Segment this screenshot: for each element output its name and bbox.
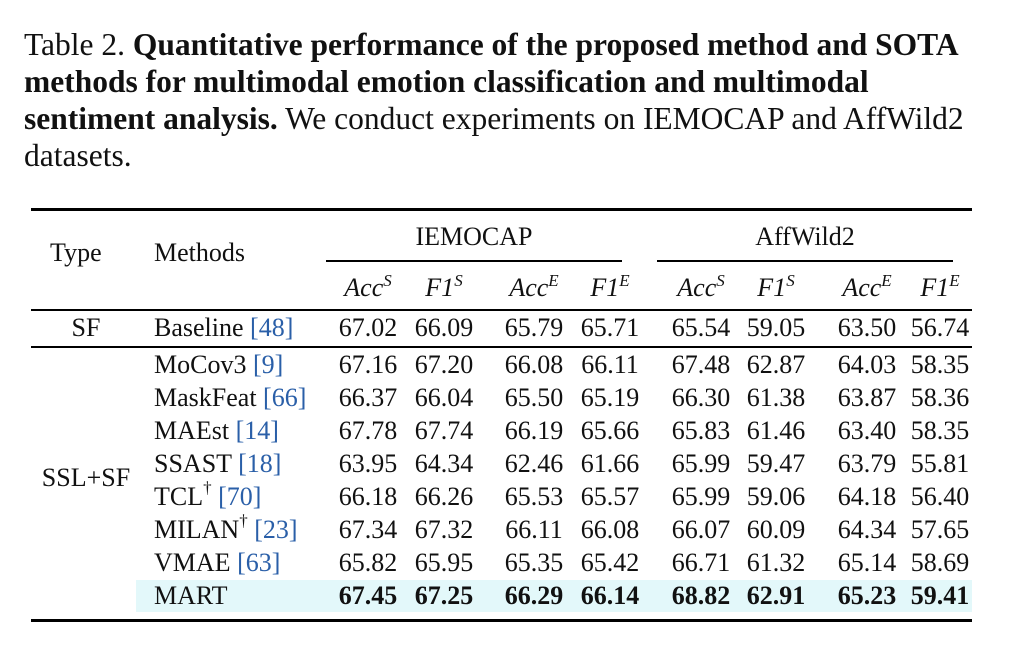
table-cell: 65.83 xyxy=(671,416,731,445)
table-cell: 60.09 xyxy=(746,515,806,544)
affwild2-group-rule xyxy=(657,260,953,262)
method-label: SSAST xyxy=(154,449,239,478)
metric-header-1 xyxy=(405,273,483,303)
table-cell: 58.69 xyxy=(910,548,970,577)
table-cell: 67.48 xyxy=(671,350,731,379)
method-label: TCL xyxy=(154,482,204,511)
table-cell: 64.34 xyxy=(414,449,474,478)
type-ssl-sf: SSL+SF xyxy=(41,463,131,492)
citation-link[interactable]: [70] xyxy=(218,482,262,511)
table-cell: 61.32 xyxy=(746,548,806,577)
method-label: MART xyxy=(154,581,228,610)
table-cell: 66.71 xyxy=(671,548,731,577)
method-name xyxy=(154,416,279,446)
table-cell: 66.18 xyxy=(338,482,398,511)
table-cell: 59.47 xyxy=(746,449,806,478)
table-cell: 65.50 xyxy=(504,383,564,412)
iemocap-group-rule xyxy=(326,260,622,262)
method-name xyxy=(154,383,306,413)
metric-header-base: Acc xyxy=(677,273,717,302)
metric-header-sup: S xyxy=(454,271,463,290)
table-cell: 66.37 xyxy=(338,383,398,412)
table-cell: 64.03 xyxy=(837,350,897,379)
table-cell: 64.34 xyxy=(837,515,897,544)
metric-header-4 xyxy=(662,273,740,303)
method-name xyxy=(154,449,281,479)
table-cell: 65.54 xyxy=(671,313,731,342)
method-name xyxy=(154,581,228,611)
table-cell: 67.25 xyxy=(414,581,474,610)
table-cell: 63.79 xyxy=(837,449,897,478)
type-sf: SF xyxy=(71,313,101,342)
table-cell: 66.07 xyxy=(671,515,731,544)
header-rule xyxy=(31,309,972,311)
metric-header-sup: S xyxy=(786,271,795,290)
metric-header-3 xyxy=(571,273,649,303)
table-cell: 65.57 xyxy=(580,482,640,511)
table-cell: 65.95 xyxy=(414,548,474,577)
caption-rest: We conduct experiments on IEMOCAP and AffWild2 datasets. xyxy=(24,101,964,173)
method-label: MAEst xyxy=(154,416,236,445)
caption-bold: Quantitative performance of the proposed method and SOTA methods for multimodal emotion classification and multimodal sentiment analysis. xyxy=(24,27,957,136)
metric-header-sup: S xyxy=(716,271,725,290)
metric-header-base: Acc xyxy=(509,273,549,302)
table-cell: 65.82 xyxy=(338,548,398,577)
table-cell: 65.35 xyxy=(504,548,564,577)
table-cell: 66.26 xyxy=(414,482,474,511)
table-cell: 56.74 xyxy=(910,313,970,342)
metric-header-0 xyxy=(329,273,407,303)
table-cell: 65.42 xyxy=(580,548,640,577)
metric-header-base: F1 xyxy=(425,273,455,302)
citation-link[interactable]: [48] xyxy=(250,313,294,342)
table-cell: 63.95 xyxy=(338,449,398,478)
table-cell: 66.08 xyxy=(504,350,564,379)
table-caption xyxy=(24,26,984,174)
table-cell: 66.11 xyxy=(581,350,639,379)
table-cell: 67.02 xyxy=(338,313,398,342)
table-cell: 59.05 xyxy=(746,313,806,342)
header-methods: Methods xyxy=(154,238,245,267)
metric-header-7 xyxy=(901,273,979,303)
method-label: MoCov3 xyxy=(154,350,253,379)
dagger-mark: † xyxy=(203,478,212,497)
table-top-rule xyxy=(31,208,972,211)
metric-header-base: F1 xyxy=(757,273,787,302)
table-cell: 66.29 xyxy=(504,581,564,610)
metric-header-sup: S xyxy=(383,271,392,290)
table-cell: 65.99 xyxy=(671,449,731,478)
table-cell: 58.35 xyxy=(910,416,970,445)
table-cell: 61.46 xyxy=(746,416,806,445)
table-cell: 58.36 xyxy=(910,383,970,412)
method-name xyxy=(154,478,262,512)
table-cell: 66.19 xyxy=(504,416,564,445)
table-cell: 58.35 xyxy=(910,350,970,379)
method-name xyxy=(154,511,298,545)
metric-header-base: F1 xyxy=(590,273,620,302)
table-cell: 66.11 xyxy=(505,515,563,544)
metric-header-sup: E xyxy=(881,271,892,290)
table-cell: 64.18 xyxy=(837,482,897,511)
table-cell: 56.40 xyxy=(910,482,970,511)
metric-header-6 xyxy=(828,273,906,303)
group-separator-rule xyxy=(31,346,972,348)
table-cell: 62.87 xyxy=(746,350,806,379)
table-cell: 67.78 xyxy=(338,416,398,445)
method-name xyxy=(154,313,293,343)
table-cell: 62.46 xyxy=(504,449,564,478)
metric-header-2 xyxy=(495,273,573,303)
table-cell: 67.32 xyxy=(414,515,474,544)
table-cell: 57.65 xyxy=(910,515,970,544)
method-label: MaskFeat xyxy=(154,383,264,412)
metric-header-5 xyxy=(737,273,815,303)
dagger-mark: † xyxy=(239,511,248,530)
table-cell: 67.45 xyxy=(338,581,398,610)
table-cell: 66.09 xyxy=(414,313,474,342)
table-cell: 66.30 xyxy=(671,383,731,412)
method-label: VMAE xyxy=(154,548,238,577)
table-cell: 65.53 xyxy=(504,482,564,511)
method-label: Baseline xyxy=(154,313,251,342)
table-cell: 62.91 xyxy=(746,581,806,610)
table-cell: 61.38 xyxy=(746,383,806,412)
table-cell: 67.34 xyxy=(338,515,398,544)
table-cell: 65.66 xyxy=(580,416,640,445)
citation-link[interactable]: [63] xyxy=(237,548,281,577)
metric-header-sup: E xyxy=(949,271,960,290)
citation-link[interactable]: [14] xyxy=(235,416,279,445)
metric-header-base: F1 xyxy=(920,273,950,302)
method-name xyxy=(154,548,280,578)
table-cell: 55.81 xyxy=(910,449,970,478)
citation-link[interactable]: [23] xyxy=(254,515,298,544)
table-cell: 65.23 xyxy=(837,581,897,610)
metric-header-sup: E xyxy=(548,271,559,290)
citation-link[interactable]: [66] xyxy=(263,383,307,412)
method-name xyxy=(154,350,283,380)
table-cell: 63.40 xyxy=(837,416,897,445)
table-cell: 67.16 xyxy=(338,350,398,379)
citation-link[interactable]: [9] xyxy=(252,350,284,379)
header-affwild2: AffWild2 xyxy=(755,222,855,251)
header-type: Type xyxy=(50,238,102,267)
table-cell: 65.79 xyxy=(504,313,564,342)
table-cell: 65.14 xyxy=(837,548,897,577)
metric-header-base: Acc xyxy=(344,273,384,302)
table-cell: 63.50 xyxy=(837,313,897,342)
table-cell: 67.20 xyxy=(414,350,474,379)
table-cell: 66.08 xyxy=(580,515,640,544)
table-cell: 65.99 xyxy=(671,482,731,511)
header-iemocap: IEMOCAP xyxy=(415,222,533,251)
table-bottom-rule xyxy=(31,619,972,622)
table-cell: 63.87 xyxy=(837,383,897,412)
method-label: MILAN xyxy=(154,515,240,544)
table-cell: 67.74 xyxy=(414,416,474,445)
metric-header-base: Acc xyxy=(842,273,882,302)
caption-prefix: Table 2. xyxy=(24,27,133,62)
table-cell: 68.82 xyxy=(671,581,731,610)
table-cell: 61.66 xyxy=(580,449,640,478)
table-cell: 59.41 xyxy=(910,581,970,610)
citation-link[interactable]: [18] xyxy=(238,449,282,478)
table-cell: 59.06 xyxy=(746,482,806,511)
table-cell: 65.19 xyxy=(580,383,640,412)
metric-header-sup: E xyxy=(619,271,630,290)
table-cell: 65.71 xyxy=(580,313,640,342)
table-cell: 66.14 xyxy=(580,581,640,610)
table-cell: 66.04 xyxy=(414,383,474,412)
